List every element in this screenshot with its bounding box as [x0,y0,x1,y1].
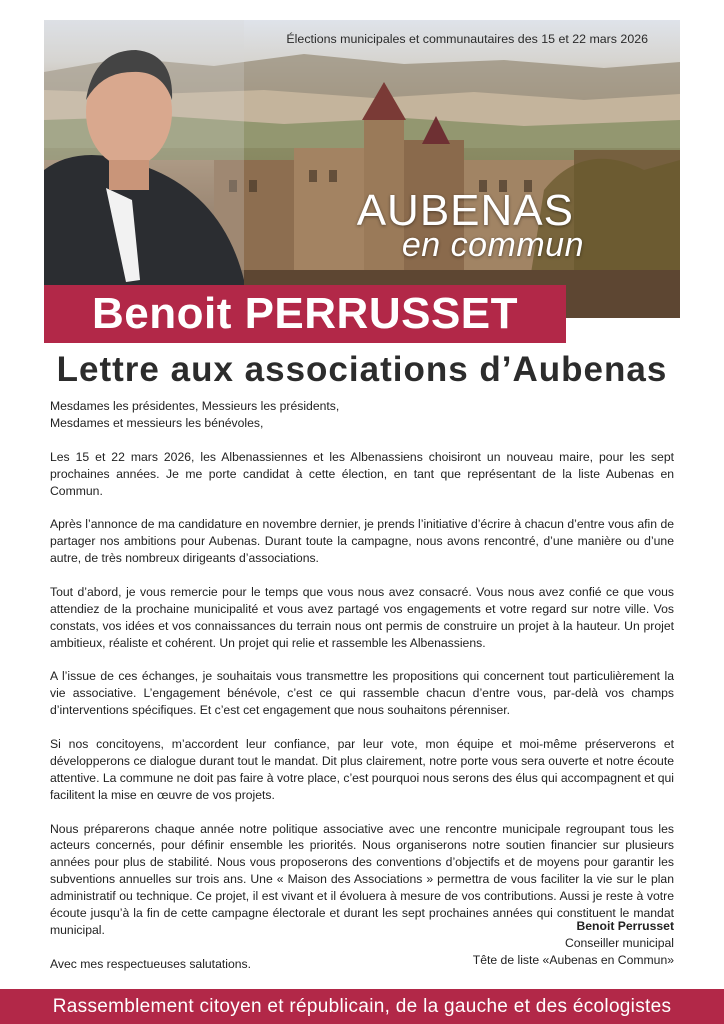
signature-name: Benoit Perrusset [576,919,674,933]
signature-block [400,918,674,969]
footer-slogan: Rassemblement citoyen et républicain, de la gauche et des écologistes [0,989,724,1024]
town-landscape-illustration [44,20,680,318]
paragraph: Tout d’abord, je vous remercie pour le temps que vous nous avez consacré. Vous nous avez confié ce que vous attendiez de la prochaine municipalité et vous avez partagé vos engagements et votre regard sur notre ville. Vos constats, vos idées et vos connaissances du terrain nous ont permis de construire un projet à la hauteur. Un projet ambitieux, réaliste et cohérent. Un projet qui relie et rassemble les Albenassiens. [50,584,674,650]
campaign-logo-title: AUBENAS [356,186,574,235]
hero-photo [44,20,680,318]
signature-role: Conseiller municipal [564,936,674,950]
election-dates: Élections municipales et communautaires des 15 et 22 mars 2026 [286,32,648,46]
closing: Avec mes respectueuses salutations. [50,956,251,971]
letter-body [50,398,674,990]
paragraph: Après l’annonce de ma candidature en novembre dernier, je prends l’initiative d’écrire à chacun d’entre vous afin de partager nos ambitions pour Aubenas. Durant toute la campagne, nous avons rencontré, d’une manière ou d’une autre, de très nombreux dirigeants d’associations. [50,517,674,566]
greeting-line: Mesdames les présidentes, Messieurs les présidents, [50,399,340,413]
paragraph: Nous préparerons chaque année notre politique associative avec une rencontre municipale regroupant tous les acteurs concernés, pour définir ensemble les priorités. Nous organiserons notre soutien financier sur plusieurs années pour plus de stabilité. Nous vous proposerons des conventions d’objectifs et de moyens pour garantir les subventions annuelles sur trois ans. Une « Maison des Associations » permettra de vous faciliter la vie sur le plan administratif ou technique. Ce projet, il est vivant et il évoluera à mesure de vos contributions. Aussi je reste à votre écoute jusqu’à la fin de cette campagne électorale et durant les sept prochaines années qui constituent le mandat municipal. [50,821,674,937]
signature-role: Tête de liste «Aubenas en Commun» [472,953,674,967]
paragraph: A l’issue de ces échanges, je souhaitais vous transmettre les propositions qui concernent tout particulièrement la vie associative. L’engagement bénévole, c’est ce qui rassemble chacun d’entre vous, par-delà vos champs d’interventions spécifiques. Et c’est cet engagement que nous souhaitons pérenniser. [50,669,674,718]
candidate-name-banner: Benoit PERRUSSET [44,285,566,343]
campaign-logo-subtitle: en commun [401,226,584,264]
paragraph: Les 15 et 22 mars 2026, les Albenassiennes et les Albenassiens choisiront un nouveau maire, pour les sept prochaines années. Je me porte candidat à cette élection, en tant que représentant de la liste Aubenas en Commun. [50,449,674,498]
letter-title: Lettre aux associations d’Aubenas [56,350,668,389]
greeting [50,398,674,432]
paragraph: Si nos concitoyens, m’accordent leur confiance, par leur vote, mon équipe et moi-même préserverons et développerons ce dialogue durant tout le mandat. Dit plus clairement, notre porte vous sera ouverte et notre écoute attentive. La commune ne doit pas faire à votre place, c’est pourquoi nous serons des élus qui accompagnent et qui facilitent la mise en œuvre de vos projets. [50,737,674,802]
greeting-line: Mesdames et messieurs les bénévoles, [50,415,264,430]
